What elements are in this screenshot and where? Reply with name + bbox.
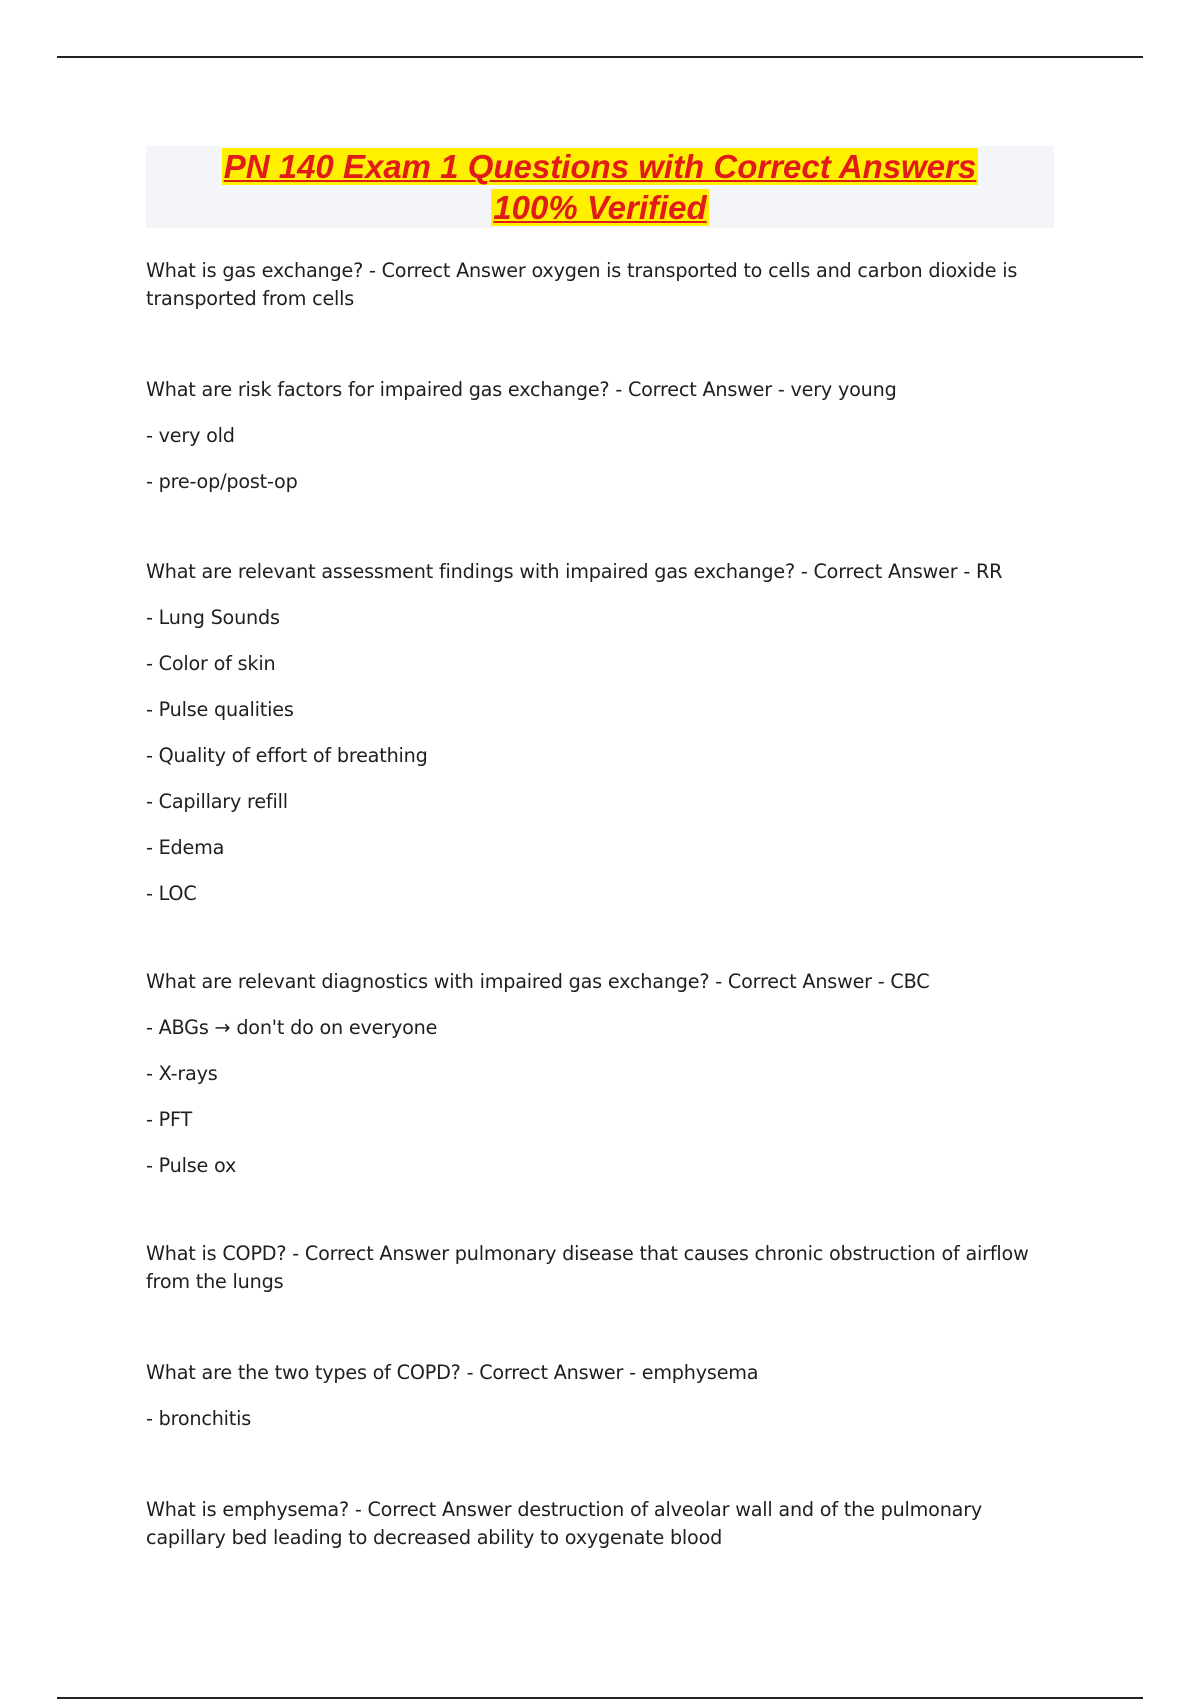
answer-item: - Lung Sounds [146, 606, 280, 629]
qa-text: What are risk factors for impaired gas exchange? - Correct Answer - very young [146, 378, 897, 401]
answer-item: - Color of skin [146, 652, 276, 675]
qa-block-emphysema [146, 1496, 1066, 1552]
answer-item: - very old [146, 424, 235, 447]
answer-item: - ABGs → don't do on everyone [146, 1016, 438, 1039]
footer-rule [57, 1697, 1143, 1699]
answer-item: - Pulse ox [146, 1154, 237, 1177]
qa-block-copd [146, 1240, 1066, 1296]
answer-item: - Pulse qualities [146, 698, 294, 721]
qa-text: What is COPD? - Correct Answer pulmonary disease that causes chronic obstruction of airflow from the lungs [146, 1242, 1029, 1293]
document-title [146, 146, 1054, 228]
answer-item: - LOC [146, 882, 197, 905]
answer-item: - X-rays [146, 1062, 218, 1085]
qa-text: What is emphysema? - Correct Answer destruction of alveolar wall and of the pulmonary capillary bed leading to decreased ability to oxygenate blood [146, 1498, 983, 1549]
title-line-1: PN 140 Exam 1 Questions with Correct Answers [223, 148, 977, 185]
header-rule [57, 56, 1143, 58]
qa-text: What are relevant diagnostics with impaired gas exchange? - Correct Answer - CBC [146, 970, 930, 993]
qa-text: What are the two types of COPD? - Correct Answer - emphysema [146, 1361, 759, 1384]
qa-block-risk-factors [146, 376, 1066, 496]
answer-item: - Edema [146, 836, 225, 859]
qa-text: What are relevant assessment findings with impaired gas exchange? - Correct Answer - RR [146, 560, 1003, 583]
answer-item: - Capillary refill [146, 790, 288, 813]
answer-item: - PFT [146, 1108, 193, 1131]
qa-text: What is gas exchange? - Correct Answer oxygen is transported to cells and carbon dioxide is transported from cells [146, 259, 1018, 310]
answer-item: - Quality of effort of breathing [146, 744, 428, 767]
qa-block-copd-types [146, 1359, 1066, 1433]
answer-item: - pre-op/post-op [146, 470, 298, 493]
title-line-2: 100% Verified [493, 189, 707, 226]
answer-item: - bronchitis [146, 1407, 252, 1430]
qa-block-gas-exchange [146, 257, 1066, 313]
qa-block-assessment-findings [146, 558, 1066, 908]
qa-block-diagnostics [146, 968, 1066, 1180]
